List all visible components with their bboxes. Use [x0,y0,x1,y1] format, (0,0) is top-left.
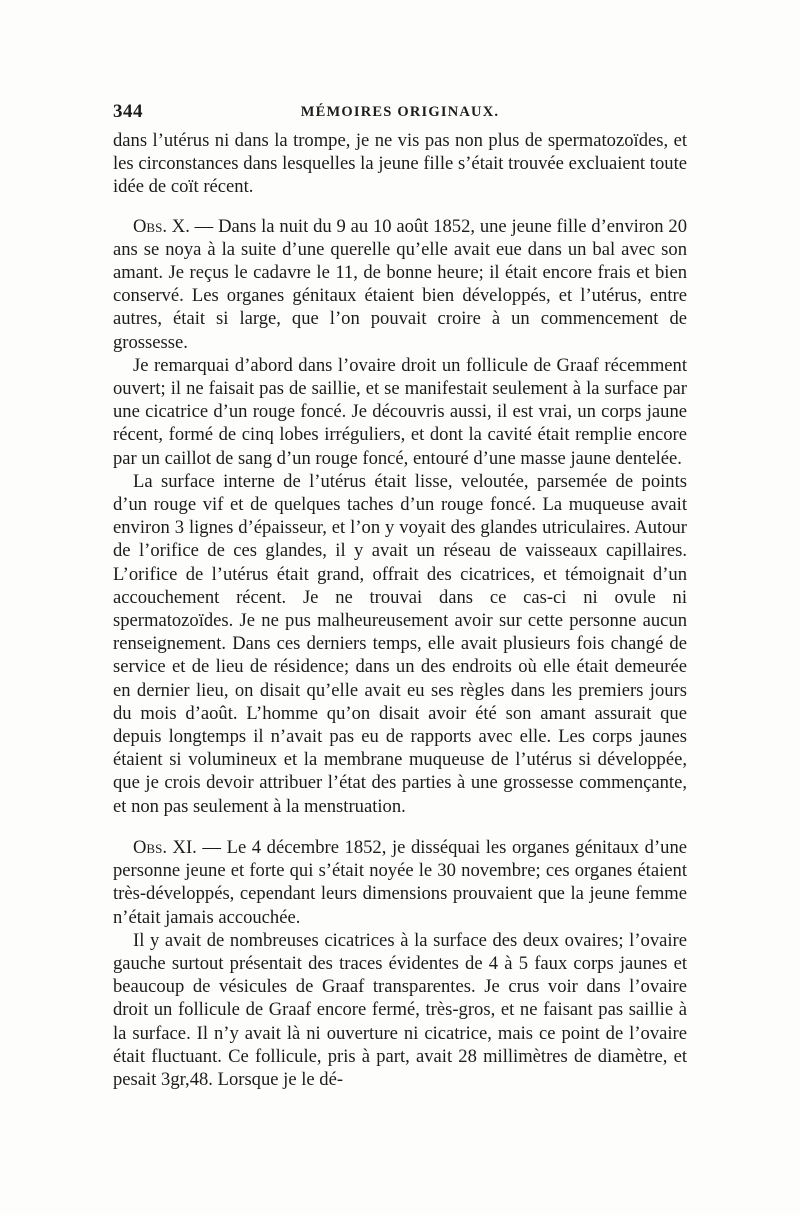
paragraph-text: Je remarquai d’abord dans l’ovaire droit un follicule de Graaf récemment ouvert; il ne faisait pas de saillie, et se manifestait seulement à la surface par une cicatrice d’un rouge foncé. Je découvris aussi, il est vrai, un corps jaune récent, formé de cinq lobes irréguliers, et dont la cavité était remplie encore par un caillot de sang d’un rouge foncé, entouré d’une masse jaune dentelée. [113,354,687,469]
paragraph-obs-xi [113,836,687,929]
paragraph-continuation [113,129,687,199]
body-text [113,129,687,1091]
paragraph-uterus-findings [113,470,687,818]
paragraph-ovary-findings [113,354,687,470]
page-number: 344 [113,101,143,122]
paragraph-text: La surface interne de l’utérus était lisse, veloutée, parsemée de points d’un rouge vif et de quelques taches d’un rouge foncé. La muqueuse avait environ 3 lignes d’épaisseur, et l’on y voyait des glandes utriculaires. Autour de l’orifice de ces glandes, il y avait un réseau de vaisseaux capillaires. L’orifice de l’utérus était grand, offrait des cicatrices, et témoignait d’un accouchement récent. Je ne trouvai dans ce cas-ci ni ovule ni spermatozoïdes. Je ne pus malheureusement avoir sur cette personne aucun renseignement. Dans ces derniers temps, elle avait plusieurs fois changé de service et de lieu de résidence; dans un des endroits où elle était demeurée en dernier lieu, on disait qu’elle avait eu ses règles dans les premiers jours du mois d’août. L’homme qu’on disait avoir été son amant assurait que depuis longtemps il n’avait pas eu de rapports avec elle. Les corps jaunes étaient si volumineux et la membrane muqueuse de l’utérus si développée, que je crois devoir attribuer l’état des parties à une grossesse commençante, et non pas seulement à la menstruation. [113,470,687,817]
paragraph-text: Il y avait de nombreuses cicatrices à la surface des deux ovaires; l’ovaire gauche surtout présentait des traces évidentes de 4 à 5 faux corps jaunes et beaucoup de vésicules de Graaf transparentes. Je crus voir dans l’ovaire droit un follicule de Graaf encore fermé, très-gros, et ne faisant pas saillie à la surface. Il n’y avait là ni ouverture ni cicatrice, mais ce point de l’ovaire était fluctuant. Ce follicule, pris à part, avait 28 millimètres de diamètre, et pesait 3gr,48. Lorsque je le dé- [113,929,687,1090]
observation-label: Obs. X. [133,215,190,237]
paragraph-text: — Le 4 décembre 1852, je disséquai les organes génitaux d’une personne jeune et forte qui s’était noyée le 30 novembre; ces organes étaient très-développés, cependant leurs dimensions prouvaient que la jeune femme n’était jamais accouchée. [113,836,687,928]
paragraph-scars-findings [113,929,687,1091]
paragraph-text: — Dans la nuit du 9 au 10 août 1852, une jeune fille d’environ 20 ans se noya à la suite d’une querelle qu’elle avait eue dans un bal avec son amant. Je reçus le cadavre le 11, de bonne heure; il était encore frais et bien conservé. Les organes génitaux étaient bien développés, et l’utérus, entre autres, était si large, que l’on pouvait croire à un commencement de grossesse. [113,215,688,353]
running-title: MÉMOIRES ORIGINAUX. [300,104,500,120]
observation-label: Obs. XI. [133,836,197,858]
page-header [113,101,687,129]
paragraph-obs-x [113,215,687,354]
paragraph-text: dans l’utérus ni dans la trompe, je ne vis pas non plus de spermatozoïdes, et les circonstances dans lesquelles la jeune fille s’était trouvée excluaient toute idée de coït récent. [113,130,687,198]
